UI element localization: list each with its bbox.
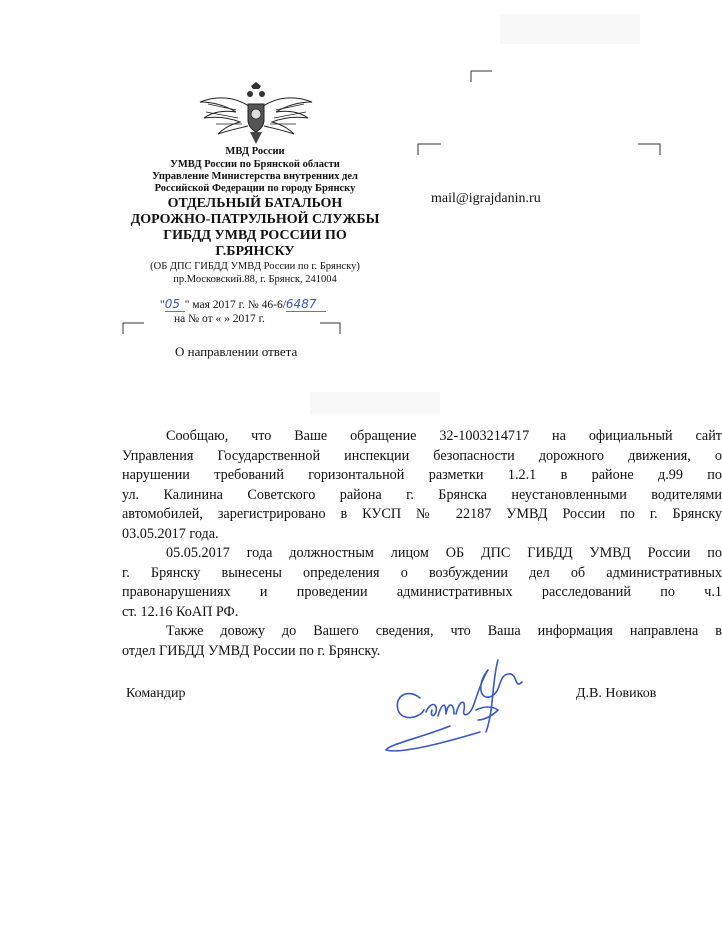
signatory-title: Командир [126,686,186,701]
body-line: отдел ГИБДД УМВД России по г. Брянску. [122,642,381,659]
outgoing-number-prefix: № 46-6/ [247,299,286,311]
header-dept-line2: Российской Федерации по городу Брянску [154,183,356,194]
mvd-emblem-icon [196,80,316,146]
body-line: автомобилей, зарегистрировано в КУСП № 22187 УМВД России по г. Брянску [122,506,722,522]
body-line: Также довожу до Вашего сведения, что Ваша информация направлена в [166,623,722,639]
body-line: ул. Калинина Советского района г. Брянска неустановленными водителями [122,486,722,503]
header-dept-line1: Управление Министерства внутренних дел [152,171,358,182]
body-line: правонарушениях и проведении административных расследований по ч.1 [122,584,722,600]
header-address: пр.Московский.88, г. Брянск, 241004 [173,274,337,285]
corner-mark-subject-left [122,322,146,336]
date-month-year: мая 2017 г. [192,299,245,311]
body-line: нарушении требований горизонтальной разметки 1.2.1 в районе д.99 по [122,467,722,483]
header-unit-line3: ГИБДД УМВД РОССИИ ПО [163,228,347,243]
handwritten-signature [380,640,560,770]
header-regional: УМВД России по Брянской области [170,159,340,170]
body-line: ст. 12.16 КоАП РФ. [122,603,239,620]
header-unit-line4: Г.БРЯНСКУ [215,244,295,259]
header-unit-line2: ДОРОЖНО-ПАТРУЛЬНОЙ СЛУЖБЫ [130,212,380,227]
letter-subject: О направлении ответа [175,344,298,359]
recipient-email: mail@igrajdanin.ru [431,191,541,206]
corner-mark-top [470,70,494,84]
header-unit-line1: ОТДЕЛЬНЫЙ БАТАЛЬОН [167,196,343,211]
body-line: Сообщаю, что Ваше обращение 32-1003214717 на официальный сайт [166,428,722,444]
signatory-name: Д.В. Новиков [576,686,657,701]
reference-line: на № от « » 2017 г. [174,313,265,325]
corner-mark-subject-right [318,322,342,336]
body-line: 05.05.2017 года должностным лицом ОБ ДПС ГИБДД УМВД России по [166,545,722,561]
date-quote-open: " [160,299,165,311]
corner-mark-left [417,143,443,157]
body-line: г. Брянску вынесены определения о возбуждении дел об административных [122,564,722,581]
outgoing-number-handwritten: 6487 [286,297,326,312]
corner-mark-right [636,143,662,157]
header-ministry: МВД России [225,146,285,157]
outgoing-date-number [160,297,326,312]
date-day-handwritten: 05 [165,297,185,312]
header-abbrev: (ОБ ДПС ГИБДД УМВД России по г. Брянску) [150,261,360,272]
body-line: 03.05.2017 года. [122,525,219,542]
date-quote-close: " [184,299,190,311]
scan-smudge [310,392,440,414]
letter-body [122,427,722,661]
body-line: Управления Государственной инспекции безопасности дорожного движения, о [122,447,722,464]
scan-smudge [500,14,640,44]
